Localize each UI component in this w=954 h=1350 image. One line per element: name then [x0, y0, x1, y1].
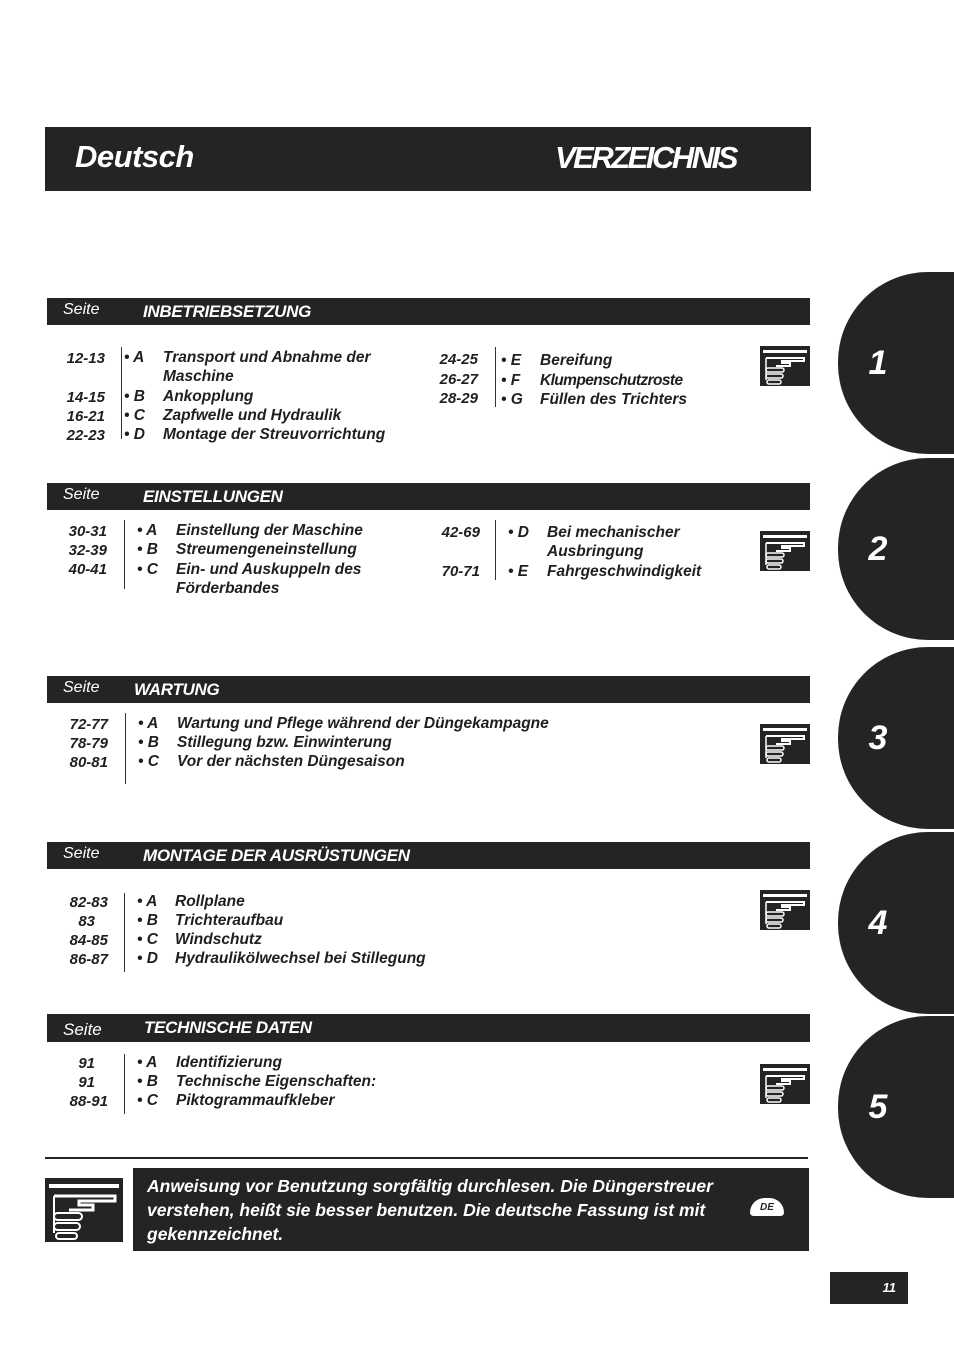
seite-label: Seite: [63, 486, 100, 503]
seite-label: Seite: [63, 301, 100, 318]
toc-entry[interactable]: [501, 390, 741, 410]
entry-text: Technische Eigenschaften:: [176, 1073, 377, 1090]
entry-text: Zapfwelle und Hydraulik: [163, 407, 342, 424]
seite-label: Seite: [63, 845, 100, 862]
toc-entry[interactable]: [137, 892, 467, 912]
entry-text: Fahrgeschwindigkeit: [547, 563, 702, 580]
entry-letter: • B: [138, 734, 159, 751]
entry-text: Rollplane: [175, 893, 245, 910]
toc-entry[interactable]: [138, 733, 598, 753]
entry-letter: • D: [124, 426, 145, 443]
entry-letter: • C: [137, 561, 158, 578]
entry-text: Streumengeneinstellung: [176, 541, 357, 558]
seite-label: Seite: [63, 1020, 102, 1039]
page-ref: 82-83: [69, 894, 108, 911]
pointing-hand-icon: [45, 1178, 123, 1242]
toc-entry[interactable]: [138, 752, 598, 772]
entry-text: Ein- und Auskuppeln des: [176, 561, 362, 578]
page-ref: 72-77: [69, 716, 108, 733]
chapter-tab-1[interactable]: [838, 272, 954, 454]
toc-entry[interactable]: [508, 523, 748, 563]
entry-letter: • A: [124, 349, 145, 366]
section-title: INBETRIEBSETZUNG: [143, 302, 312, 321]
pointing-hand-icon: [760, 724, 810, 764]
toc-entry[interactable]: [137, 930, 467, 950]
section-bar-wartung: [47, 676, 810, 703]
entry-text: Windschutz: [175, 931, 262, 948]
toc-entry[interactable]: [137, 949, 467, 969]
page-number: 11: [830, 1272, 908, 1304]
header-bar: [45, 127, 811, 191]
column-divider: [125, 713, 126, 784]
page-ref: 30-31: [68, 523, 107, 540]
entry-letter: • F: [501, 372, 521, 389]
entry-text: Identifizierung: [176, 1054, 282, 1071]
page-ref: 28-29: [439, 390, 478, 407]
page-ref: 88-91: [69, 1093, 108, 1110]
entry-text: Hydraulikölwechsel bei Stillegung: [175, 950, 426, 967]
page-ref: 14-15: [66, 389, 105, 406]
toc-entry[interactable]: [124, 406, 414, 426]
column-divider: [124, 520, 125, 589]
entry-letter: • B: [124, 388, 145, 405]
toc-entry[interactable]: [137, 911, 467, 931]
chapter-tab-4[interactable]: [838, 832, 954, 1014]
toc-entry[interactable]: [124, 387, 414, 407]
section-title: EINSTELLUNGEN: [143, 487, 283, 506]
entry-letter: • A: [137, 1054, 158, 1071]
pointing-hand-icon: [760, 890, 810, 930]
chapter-tab-number: 3: [868, 719, 888, 757]
instruction-note: [133, 1168, 809, 1251]
entry-text-continued: Maschine: [163, 368, 234, 385]
entry-text: Piktogrammaufkleber: [176, 1092, 335, 1109]
seite-label: Seite: [63, 679, 100, 696]
toc-entry[interactable]: [137, 521, 417, 541]
pointing-hand-icon: [760, 1064, 810, 1104]
toc-entry[interactable]: [137, 1091, 467, 1111]
chapter-tab-number: 2: [868, 530, 888, 568]
section-bar-montage: [47, 842, 810, 869]
language-badge: DE: [750, 1198, 784, 1216]
toc-entry[interactable]: [501, 351, 741, 371]
entry-letter: • E: [508, 563, 529, 580]
section-bar-technische-daten: [47, 1014, 810, 1042]
entry-text: Klumpenschutzroste: [540, 372, 683, 389]
page-ref: 16-21: [66, 408, 105, 425]
separator-rule: [45, 1157, 808, 1159]
column-divider: [124, 1054, 125, 1114]
entry-letter: • B: [137, 912, 158, 929]
chapter-tab-number: 1: [868, 344, 888, 382]
toc-entry[interactable]: [137, 1072, 467, 1092]
section-title: WARTUNG: [134, 680, 220, 699]
toc-entry[interactable]: [508, 562, 748, 582]
pointing-hand-icon: [760, 346, 810, 386]
entry-text-continued: Ausbringung: [547, 543, 644, 560]
entry-letter: • D: [137, 950, 158, 967]
language-title: Deutsch: [75, 139, 194, 174]
entry-text: Vor der nächsten Düngesaison: [177, 753, 405, 770]
section-bar-einstellungen: [47, 483, 810, 510]
entry-text: Füllen des Trichters: [540, 391, 688, 408]
entry-letter: • C: [137, 1092, 158, 1109]
toc-entry[interactable]: [124, 348, 414, 388]
column-divider: [121, 347, 122, 439]
note-text: Anweisung vor Benutzung sorgfältig durchlesen. Die Düngerstreuer verstehen, heißt sie besser benutzen. Die deutsche Fassung ist mit gekennzeichnet.: [147, 1176, 713, 1244]
column-divider: [124, 893, 125, 972]
contents-title: VERZEICHNIS: [555, 140, 736, 175]
page-ref: 22-23: [66, 427, 105, 444]
section-title: MONTAGE DER AUSRÜSTUNGEN: [143, 846, 410, 865]
page-ref: 91: [78, 1055, 95, 1072]
entry-letter: • G: [501, 391, 523, 408]
entry-text: Montage der Streuvorrichtung: [163, 426, 386, 443]
toc-entry[interactable]: [137, 1053, 467, 1073]
entry-text: Bei mechanischer: [547, 524, 680, 541]
page-ref: 42-69: [441, 524, 480, 541]
toc-entry[interactable]: [138, 714, 598, 734]
chapter-tab-3[interactable]: [838, 647, 954, 829]
toc-entry[interactable]: [501, 371, 741, 391]
entry-letter: • B: [137, 541, 158, 558]
section-bar-inbetriebsetzung: [47, 298, 810, 325]
column-divider: [495, 520, 496, 580]
chapter-tab-5[interactable]: [838, 1016, 954, 1198]
entry-letter: • C: [124, 407, 145, 424]
page-ref: 32-39: [68, 542, 107, 559]
entry-letter: • A: [138, 715, 159, 732]
page-ref: 12-13: [66, 350, 105, 367]
entry-text: Einstellung der Maschine: [176, 522, 363, 539]
column-divider: [495, 347, 496, 407]
entry-letter: • B: [137, 1073, 158, 1090]
chapter-tab-2[interactable]: [838, 458, 954, 640]
entry-text: Wartung und Pflege während der Düngekampagne: [177, 715, 549, 732]
page-ref: 84-85: [69, 932, 108, 949]
toc-entry[interactable]: [124, 425, 414, 445]
entry-text-continued: Förderbandes: [176, 580, 280, 597]
entry-letter: • C: [138, 753, 159, 770]
entry-letter: • A: [137, 893, 158, 910]
entry-text: Stillegung bzw. Einwinterung: [177, 734, 392, 751]
entry-letter: • C: [137, 931, 158, 948]
chapter-tab-number: 5: [868, 1088, 888, 1126]
entry-text: Bereifung: [540, 352, 613, 369]
entry-letter: • E: [501, 352, 522, 369]
page-ref: 78-79: [69, 735, 108, 752]
page-ref: 26-27: [439, 371, 478, 388]
entry-text: Trichteraufbau: [175, 912, 284, 929]
section-title: TECHNISCHE DATEN: [144, 1018, 312, 1037]
page-ref: 70-71: [441, 563, 480, 580]
chapter-tab-number: 4: [868, 904, 888, 942]
entry-letter: • D: [508, 524, 529, 541]
toc-entry[interactable]: [137, 540, 417, 560]
page-ref: 91: [78, 1074, 95, 1091]
pointing-hand-icon: [760, 531, 810, 571]
entry-letter: • A: [137, 522, 158, 539]
entry-text: Ankopplung: [163, 388, 254, 405]
page-ref: 86-87: [69, 951, 108, 968]
page-ref: 24-25: [439, 351, 478, 368]
toc-entry[interactable]: [137, 560, 417, 600]
entry-text: Transport und Abnahme der: [163, 349, 371, 366]
page-ref: 83: [78, 913, 95, 930]
page-ref: 80-81: [69, 754, 108, 771]
page-ref: 40-41: [68, 561, 107, 578]
